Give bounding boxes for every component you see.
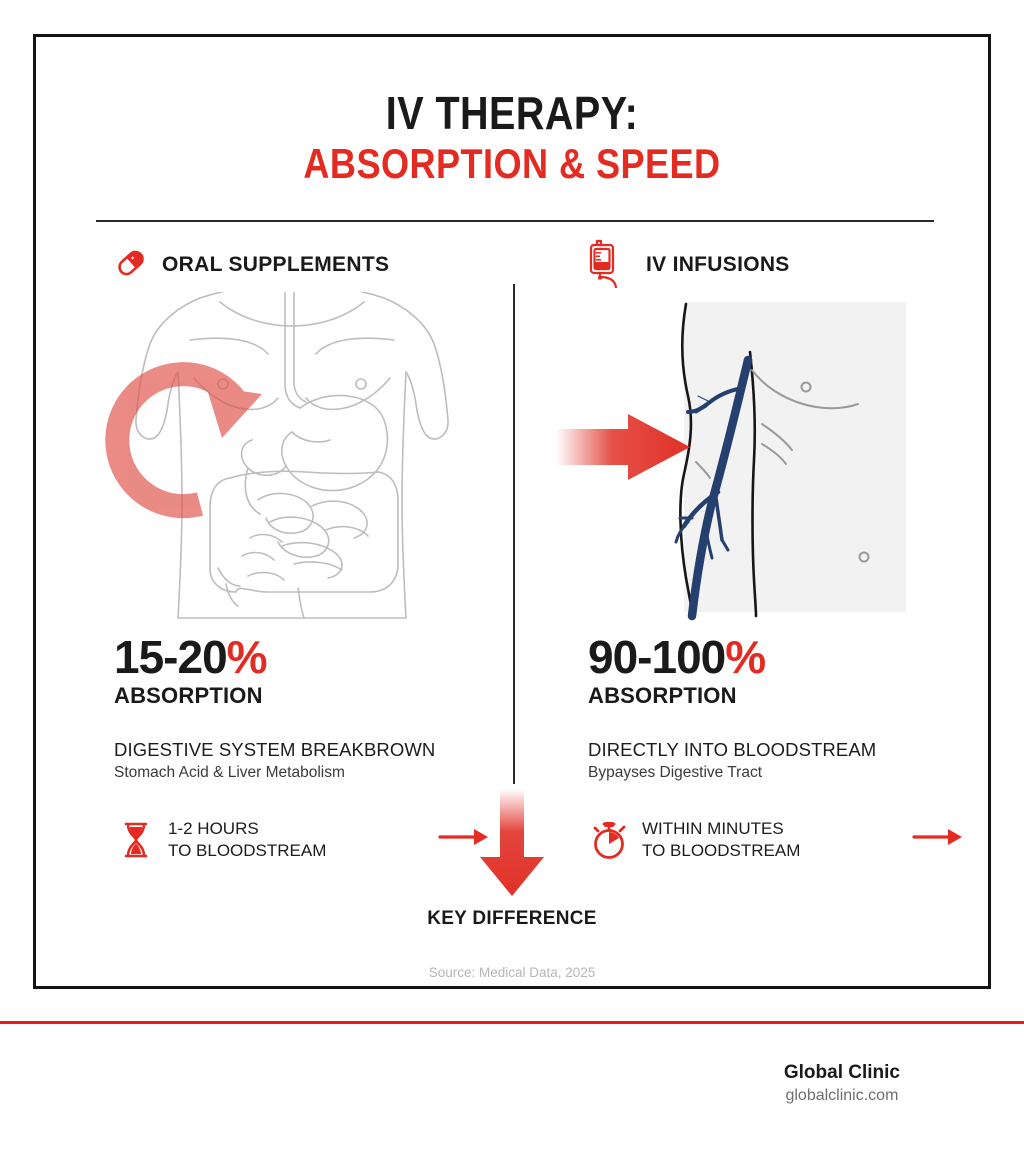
oral-timing-line-2: TO BLOODSTREAM <box>168 840 327 860</box>
content-frame <box>33 34 991 989</box>
brand-url[interactable]: globalclinic.com <box>785 1087 899 1104</box>
footer-branding <box>784 1062 900 1105</box>
iv-absorption-label: ABSORPTION <box>588 683 737 708</box>
iv-column-title: IV INFUSIONS <box>646 253 790 276</box>
oral-percent <box>114 631 502 683</box>
source-note: Source: Medical Data, 2025 <box>428 965 596 980</box>
footer-red-rule <box>0 1021 1024 1024</box>
key-difference-label: KEY DIFFERENCE <box>427 908 597 929</box>
brand-name: Global Clinic <box>783 1062 900 1083</box>
iv-description-main: DIRECTLY INTO BLOODSTREAM <box>588 739 877 760</box>
column-iv-infusions <box>556 242 976 862</box>
column-divider <box>513 284 515 784</box>
oral-description-sub: Stomach Acid & Liver Metabolism <box>114 764 345 781</box>
title-block <box>36 89 988 187</box>
torso-digestive-system-illustration <box>82 292 502 622</box>
iv-description-sub: Bypayses Digestive Tract <box>588 764 763 781</box>
oral-description-main: DIGESTIVE SYSTEM BREAKBROWN <box>114 739 436 760</box>
iv-timing-line-1: WITHIN MINUTES <box>642 819 784 838</box>
page-title-line-1: IV THERAPY: <box>385 87 639 139</box>
iv-percent <box>588 631 976 683</box>
oral-timing-line-1: 1-2 HOURS <box>168 819 259 838</box>
iv-column-header <box>556 242 976 288</box>
iv-percent-value: 90-100 <box>588 631 726 683</box>
arm-vein-injection-illustration <box>556 292 976 622</box>
iv-percent-symbol: % <box>725 631 766 683</box>
iv-bag-icon <box>588 238 632 293</box>
page-title-line-2: ABSORPTION & SPEED <box>303 139 721 187</box>
oral-column-header <box>82 242 502 288</box>
oral-description <box>82 739 502 782</box>
oral-percent-symbol: % <box>226 631 267 683</box>
iv-description <box>556 739 976 782</box>
title-divider <box>96 220 934 222</box>
oral-absorption-stat <box>82 631 502 709</box>
iv-timing-line-2: TO BLOODSTREAM <box>642 840 801 860</box>
oral-column-title: ORAL SUPPLEMENTS <box>162 253 390 276</box>
oral-percent-value: 15-20 <box>114 631 227 683</box>
circular-arrow-icon <box>117 374 262 506</box>
iv-absorption-stat <box>556 631 976 709</box>
oral-absorption-label: ABSORPTION <box>114 683 263 708</box>
arrow-down-icon <box>475 789 549 904</box>
arrow-right-injection-icon <box>556 414 690 480</box>
column-oral-supplements <box>82 242 502 862</box>
pill-capsule-icon <box>114 246 148 285</box>
key-difference-block <box>36 789 988 930</box>
